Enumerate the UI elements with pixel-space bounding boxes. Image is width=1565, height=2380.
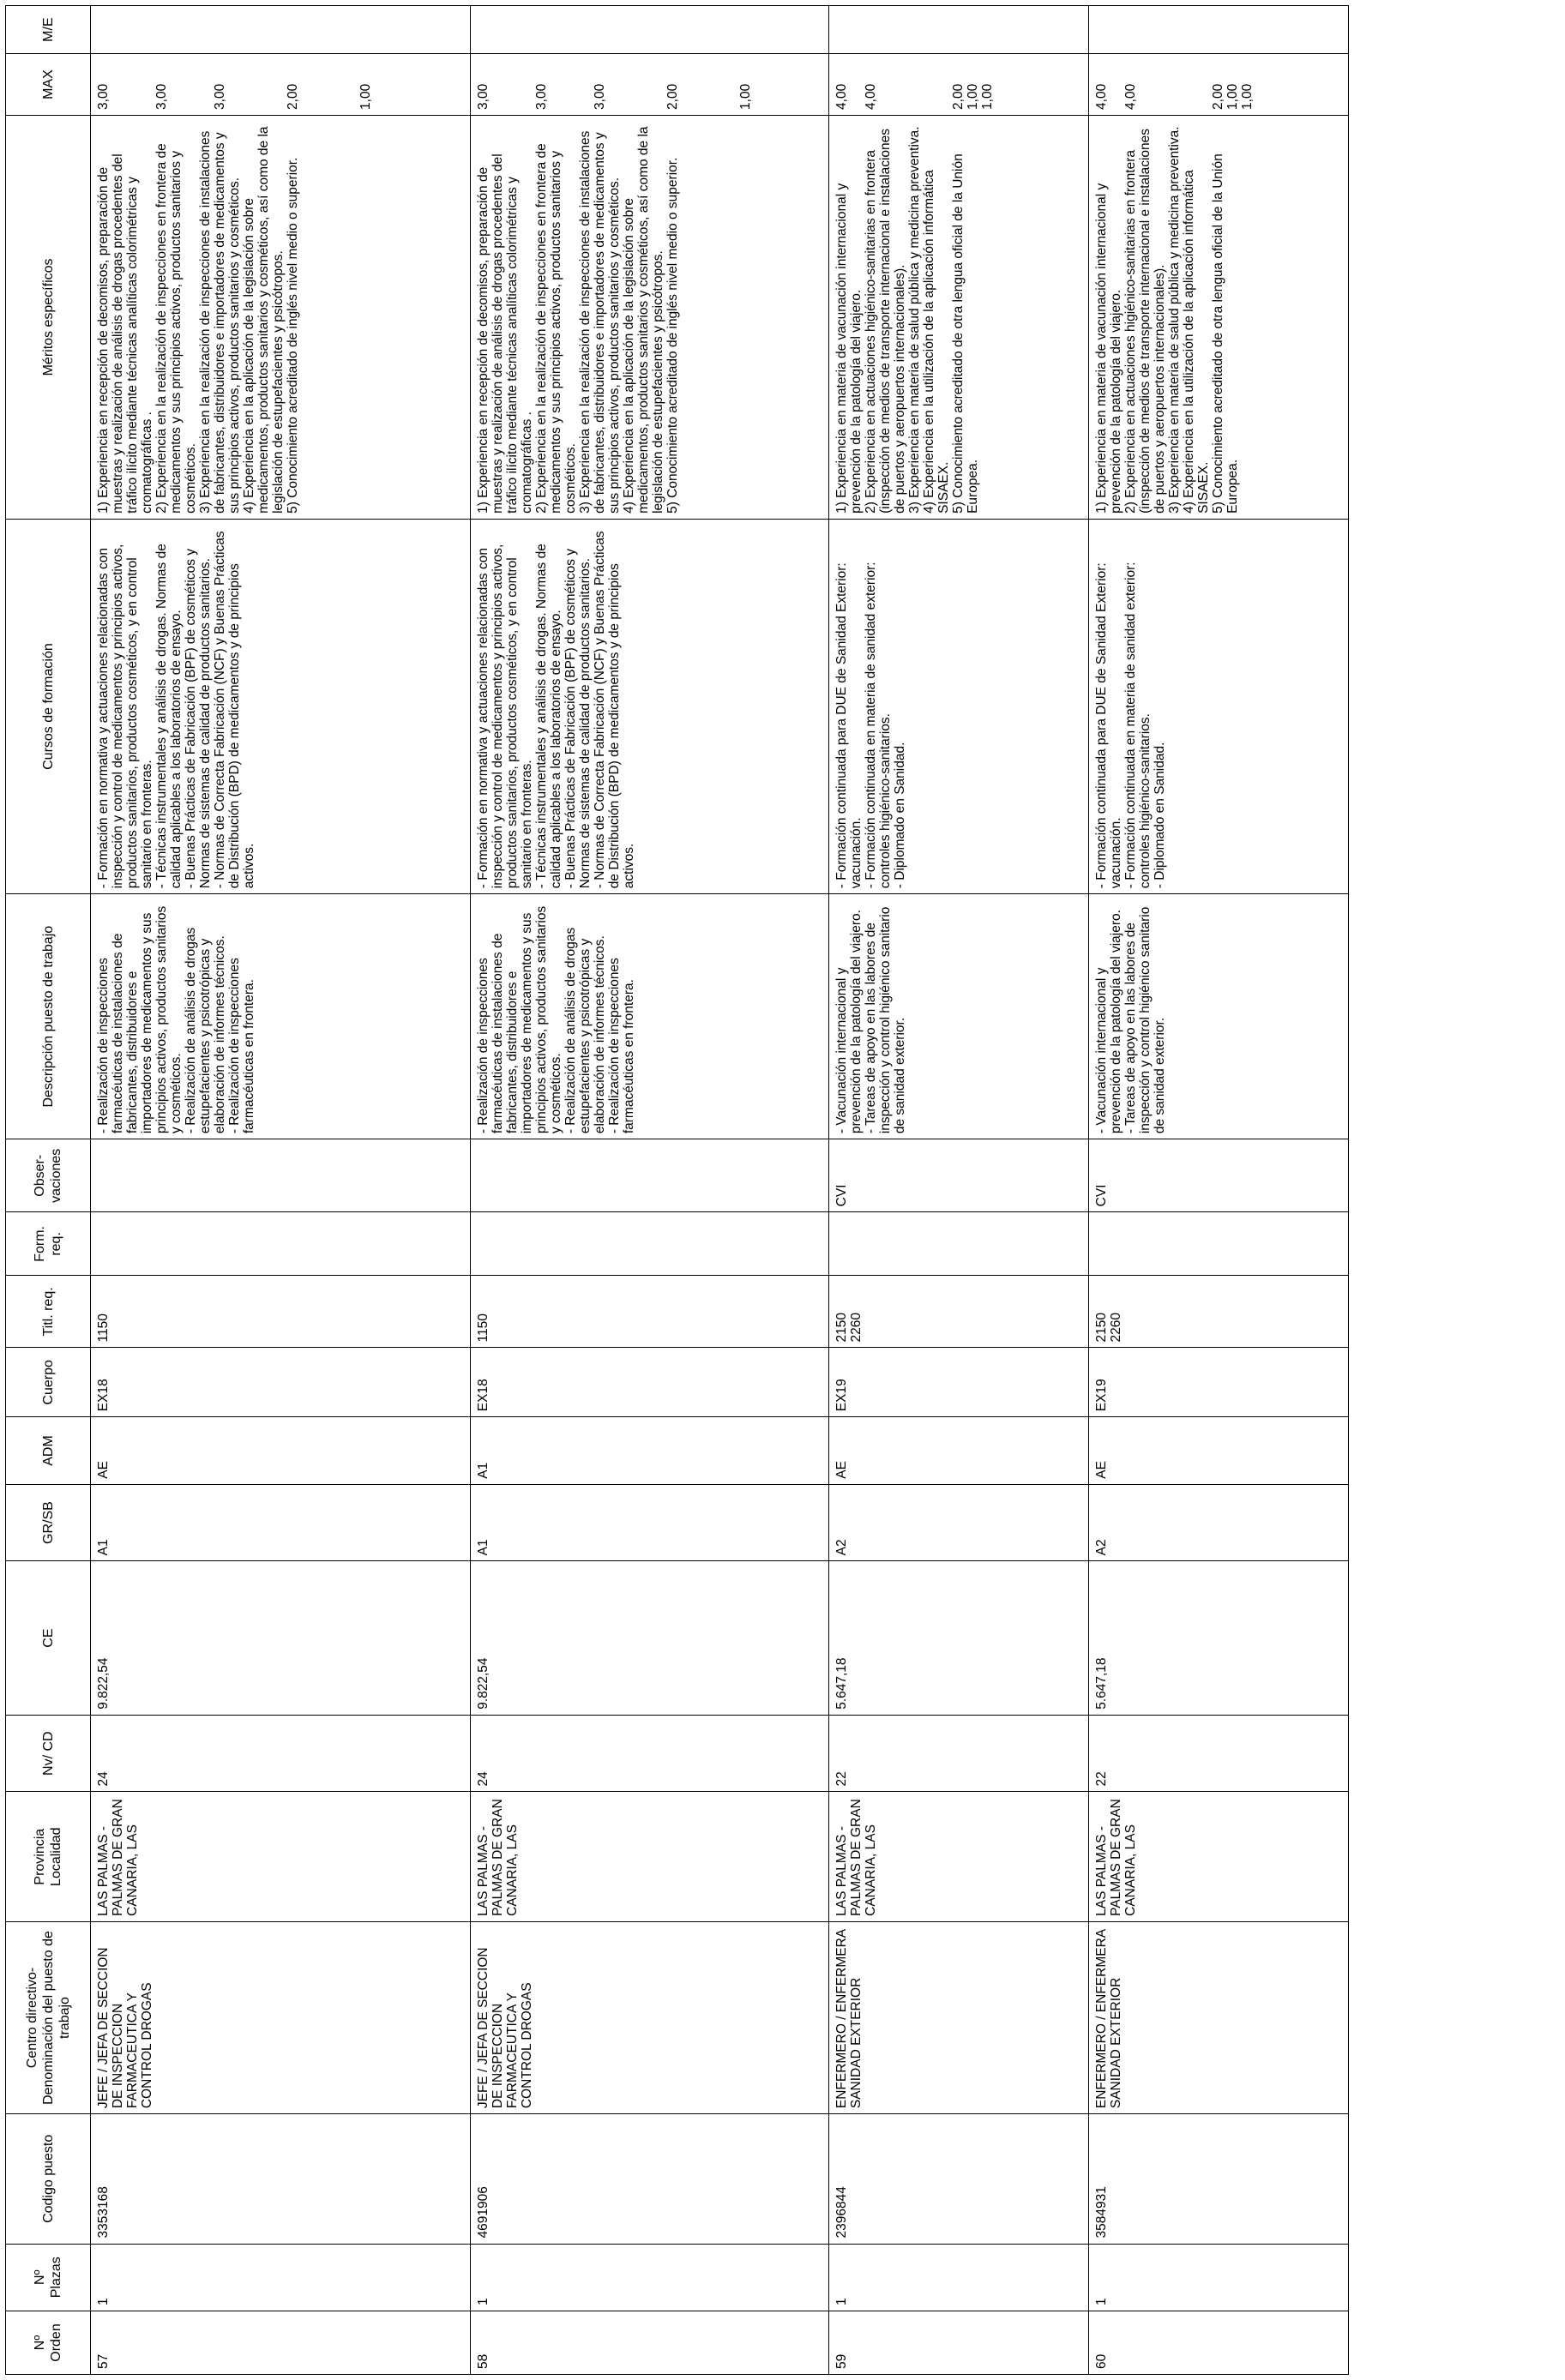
cell-cursos: - Formación en normativa y actuaciones relacionadas con inspección y control de medicamentos y principios activos, productos sanitarios, productos cosméticos, y en control sanitario en fronteras. - Técnicas instrumentales y análisis de drogas. Normas de calidad aplicables a los laboratorios de ensayo. - Buenas Prácticas de Fabricación (BPF) de cosméticos y Normas de sistemas de calidad de productos sanitarios. - Normas de Correcta Fabricación (NCF) y Buenas Prácticas de Distribución (BPD) de medicamentos y de principios activos. xyxy=(471,519,829,893)
cell-meritos: 1) Experiencia en materia de vacunación internacional y prevención de la patología del viajero. 2) Experiencia en actuaciones higiénico-sanitarias en frontera (inspección de medios de transporte internacional e instalaciones de puertos y aeropuertos internacionales). 3) Experiencia en materia de salud pública y medicina preventiva. 4) Experiencia en la utilización de la aplicación informática SISAEX. 5) Conocimiento acreditado de otra lengua oficial de la Unión Europea. xyxy=(829,115,1089,519)
table-row xyxy=(471,6,829,2375)
cell-codigo: 2396844 xyxy=(829,2114,1089,2244)
cell-max xyxy=(1089,54,1349,116)
max-value: 3,00 xyxy=(476,83,491,110)
header-orden: Nº Orden xyxy=(6,2311,91,2375)
max-value: 1,00 xyxy=(358,83,373,110)
cell-meritos: 1) Experiencia en recepción de decomisos, preparación de muestras y realización de análisis de drogas procedentes del tráfico ilícito mediante técnicas analíticas colorimétricas y cromatográficas . 2) Experiencia en la realización de inspecciones en frontera de medicamentos y sus principios activos, productos sanitarios y cosméticos. 3) Experiencia en la realización de inspecciones de instalaciones de fabricantes, distribuidores e importadores de medicamentos y sus principios activos, productos sanitarios y cosméticos. 4) Experiencia en la aplicación de la legislación sobre medicamentos, productos sanitarios y cosméticos, así como de la legislación de estupefacientes y psicótropos. 5) Conocimiento acreditado de inglés nivel medio o superior. xyxy=(91,115,471,519)
cell-form xyxy=(1089,1212,1349,1276)
cell-grsb: A1 xyxy=(471,1484,829,1561)
cell-obs: CVI xyxy=(1089,1139,1349,1212)
cell-orden: 59 xyxy=(829,2311,1089,2375)
table-row xyxy=(91,6,471,2375)
table-row xyxy=(1089,6,1349,2375)
cell-me xyxy=(1089,6,1349,54)
cell-descripcion: - Realización de inspecciones farmacéuticas de instalaciones de fabricantes, distribuidores e importadores de medicamentos y sus principios activos, productos sanitarios y cosméticos. - Realización de análisis de drogas estupefacientes y psicotrópicas y elaboración de informes técnicos. - Realización de inspecciones farmacéuticas en frontera. xyxy=(91,894,471,1139)
cell-tit: 1150 xyxy=(471,1276,829,1348)
cell-adm: AE xyxy=(1089,1417,1349,1484)
cell-cuerpo: EX19 xyxy=(829,1348,1089,1417)
cell-codigo: 4691906 xyxy=(471,2114,829,2244)
cell-plazas: 1 xyxy=(829,2244,1089,2311)
cell-nivel: 22 xyxy=(1089,1715,1349,1792)
header-descripcion: Descripción puesto de trabajo xyxy=(6,894,91,1139)
cell-centro: ENFERMERO / ENFERMERA SANIDAD EXTERIOR xyxy=(1089,1921,1349,2113)
cell-obs xyxy=(91,1139,471,1212)
cell-nivel: 24 xyxy=(471,1715,829,1792)
cell-orden: 60 xyxy=(1089,2311,1349,2375)
cell-orden: 57 xyxy=(91,2311,471,2375)
cell-cuerpo: EX18 xyxy=(91,1348,471,1417)
cell-provincia: LAS PALMAS - PALMAS DE GRAN CANARIA, LAS xyxy=(471,1792,829,1921)
table-row xyxy=(829,6,1089,2375)
cell-grsb: A1 xyxy=(91,1484,471,1561)
max-value: 4,00 xyxy=(1094,83,1109,110)
cell-cuerpo: EX18 xyxy=(471,1348,829,1417)
cell-cursos: - Formación continuada para DUE de Sanidad Exterior: vacunación. - Formación continuada en materia de sanidad exterior: controles higiénico-sanitarios. - Diplomado en Sanidad. xyxy=(829,519,1089,893)
header-me: M/E xyxy=(6,6,91,54)
cell-adm: AE xyxy=(91,1417,471,1484)
header-nivel: Nv/ CD xyxy=(6,1715,91,1792)
cell-tit: 2150 2260 xyxy=(829,1276,1089,1348)
header-adm: ADM xyxy=(6,1417,91,1484)
cell-adm: AE xyxy=(829,1417,1089,1484)
cell-meritos: 1) Experiencia en materia de vacunación internacional y prevención de la patología del viajero. 2) Experiencia en actuaciones higiénico-sanitarias en frontera (inspección de medios de transporte internacional e instalaciones de puertos y aeropuertos internacionales). 3) Experiencia en materia de salud pública y medicina preventiva. 4) Experiencia en la utilización de la aplicación informática SISAEX. 5) Conocimiento acreditado de otra lengua oficial de la Unión Europea. xyxy=(1089,115,1349,519)
max-value: 1,00 xyxy=(1225,83,1240,110)
max-value: 2,00 xyxy=(1211,83,1225,110)
cell-max xyxy=(471,54,829,116)
cell-meritos: 1) Experiencia en recepción de decomisos, preparación de muestras y realización de análisis de drogas procedentes del tráfico ilícito mediante técnicas analíticas colorimétricas y cromatográficas . 2) Experiencia en la realización de inspecciones en frontera de medicamentos y sus principios activos, productos sanitarios y cosméticos. 3) Experiencia en la realización de inspecciones de instalaciones de fabricantes, distribuidores e importadores de medicamentos y sus principios activos, productos sanitarios y cosméticos. 4) Experiencia en la aplicación de la legislación sobre medicamentos, productos sanitarios y cosméticos, así como de la legislación de estupefacientes y psicótropos. 5) Conocimiento acreditado de inglés nivel medio o superior. xyxy=(471,115,829,519)
cell-me xyxy=(471,6,829,54)
cell-centro: ENFERMERO / ENFERMERA SANIDAD EXTERIOR xyxy=(829,1921,1089,2113)
cell-cursos: - Formación continuada para DUE de Sanidad Exterior: vacunación. - Formación continuada en materia de sanidad exterior: controles higiénico-sanitarios. - Diplomado en Sanidad. xyxy=(1089,519,1349,893)
max-value: 4,00 xyxy=(834,83,849,110)
cell-orden: 58 xyxy=(471,2311,829,2375)
cell-grsb: A2 xyxy=(829,1484,1089,1561)
cell-me xyxy=(91,6,471,54)
header-cursos: Cursos de formación xyxy=(6,519,91,893)
cell-cuerpo: EX19 xyxy=(1089,1348,1349,1417)
cell-plazas: 1 xyxy=(91,2244,471,2311)
max-value: 1,00 xyxy=(1240,83,1255,110)
cell-ce: 5.647,18 xyxy=(829,1561,1089,1715)
max-value: 1,00 xyxy=(980,83,995,110)
cell-plazas: 1 xyxy=(1089,2244,1349,2311)
cell-tit: 1150 xyxy=(91,1276,471,1348)
header-centro: Centro directivo-Denominación del puesto de trabajo xyxy=(6,1921,91,2113)
cell-provincia: LAS PALMAS - PALMAS DE GRAN CANARIA, LAS xyxy=(1089,1792,1349,1921)
cell-cursos: - Formación en normativa y actuaciones relacionadas con inspección y control de medicamentos y principios activos, productos sanitarios, productos cosméticos, y en control sanitario en fronteras. - Técnicas instrumentales y análisis de drogas. Normas de calidad aplicables a los laboratorios de ensayo. - Buenas Prácticas de Fabricación (BPF) de cosméticos y Normas de sistemas de calidad de productos sanitarios. - Normas de Correcta Fabricación (NCF) y Buenas Prácticas de Distribución (BPD) de medicamentos y de principios activos. xyxy=(91,519,471,893)
header-tit: Titl. req. xyxy=(6,1276,91,1348)
header-obs: Obser- vaciones xyxy=(6,1139,91,1212)
cell-descripcion: - Vacunación internacional y prevención de la patología del viajero. - Tareas de apoyo en las labores de inspección y control higiénico sanitario de sanidad exterior. xyxy=(829,894,1089,1139)
max-value: 3,00 xyxy=(96,83,111,110)
max-value: 2,00 xyxy=(665,83,680,110)
cell-centro: JEFE / JEFA DE SECCION DE INSPECCION FARMACEUTICA Y CONTROL DROGAS xyxy=(91,1921,471,2113)
cell-obs xyxy=(471,1139,829,1212)
cell-codigo: 3353168 xyxy=(91,2114,471,2244)
max-value: 3,00 xyxy=(593,83,607,110)
header-plazas: Nº Plazas xyxy=(6,2244,91,2311)
max-value: 1,00 xyxy=(966,83,980,110)
max-value: 2,00 xyxy=(286,83,300,110)
max-value: 3,00 xyxy=(534,83,549,110)
header-row xyxy=(6,6,91,2375)
header-max: MAX xyxy=(6,54,91,116)
cell-grsb: A2 xyxy=(1089,1484,1349,1561)
max-value: 3,00 xyxy=(154,83,169,110)
max-value: 3,00 xyxy=(213,83,227,110)
max-value: 4,00 xyxy=(864,83,878,110)
header-cuerpo: Cuerpo xyxy=(6,1348,91,1417)
cell-centro: JEFE / JEFA DE SECCION DE INSPECCION FARMACEUTICA Y CONTROL DROGAS xyxy=(471,1921,829,2113)
cell-nivel: 24 xyxy=(91,1715,471,1792)
cell-provincia: LAS PALMAS - PALMAS DE GRAN CANARIA, LAS xyxy=(829,1792,1089,1921)
header-provincia: Provincia Localidad xyxy=(6,1792,91,1921)
header-codigo: Codigo puesto xyxy=(6,2114,91,2244)
cell-provincia: LAS PALMAS - PALMAS DE GRAN CANARIA, LAS xyxy=(91,1792,471,1921)
cell-obs: CVI xyxy=(829,1139,1089,1212)
cell-me xyxy=(829,6,1089,54)
cell-codigo: 3584931 xyxy=(1089,2114,1349,2244)
cell-max xyxy=(829,54,1089,116)
cell-nivel: 22 xyxy=(829,1715,1089,1792)
max-value: 4,00 xyxy=(1123,83,1138,110)
cell-max xyxy=(91,54,471,116)
cell-tit: 2150 2260 xyxy=(1089,1276,1349,1348)
cell-form xyxy=(91,1212,471,1276)
cell-ce: 9.822,54 xyxy=(471,1561,829,1715)
cell-adm: A1 xyxy=(471,1417,829,1484)
header-meritos: Méritos específicos xyxy=(6,115,91,519)
cell-ce: 5.647,18 xyxy=(1089,1561,1349,1715)
cell-form xyxy=(471,1212,829,1276)
cell-descripcion: - Realización de inspecciones farmacéuticas de instalaciones de fabricantes, distribuidores e importadores de medicamentos y sus principios activos, productos sanitarios y cosméticos. - Realización de análisis de drogas estupefacientes y psicotrópicas y elaboración de informes técnicos. - Realización de inspecciones farmacéuticas en frontera. xyxy=(471,894,829,1139)
cell-descripcion: - Vacunación internacional y prevención de la patología del viajero. - Tareas de apoyo en las labores de inspección y control higiénico sanitario de sanidad exterior. xyxy=(1089,894,1349,1139)
header-ce: CE xyxy=(6,1561,91,1715)
max-value: 1,00 xyxy=(738,83,753,110)
job-positions-table xyxy=(5,5,1349,2375)
cell-ce: 9.822,54 xyxy=(91,1561,471,1715)
cell-plazas: 1 xyxy=(471,2244,829,2311)
max-value: 2,00 xyxy=(951,83,966,110)
cell-form xyxy=(829,1212,1089,1276)
header-form: Form. req. xyxy=(6,1212,91,1276)
header-grsb: GR/SB xyxy=(6,1484,91,1561)
